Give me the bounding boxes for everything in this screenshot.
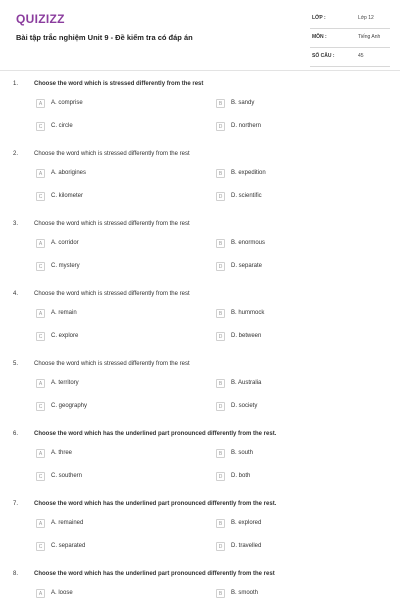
option-letter-box[interactable]: A: [36, 379, 45, 388]
option-label: C. explore: [51, 333, 79, 339]
meta-label: MÔN :: [312, 34, 327, 40]
option-letter-box[interactable]: C: [36, 192, 45, 201]
meta-label: SỐ CÂU :: [312, 53, 335, 59]
worksheet-header: [0, 0, 400, 70]
question-prompt: Choose the word which has the underlined part pronounced differently from the rest.: [34, 501, 277, 507]
option-label: C. circle: [51, 123, 73, 129]
option-label: B. south: [231, 450, 254, 456]
option-label: A. remained: [51, 520, 84, 526]
option-letter-box[interactable]: A: [36, 169, 45, 178]
option-label: B. sandy: [231, 100, 255, 106]
option-letter-box[interactable]: B: [216, 449, 225, 458]
meta-label: LỚP :: [312, 15, 326, 21]
question-item: [0, 569, 400, 600]
option-label: D. between: [231, 333, 262, 339]
question-prompt: Choose the word which has the underlined part pronounced differently from the rest: [34, 571, 275, 577]
meta-row-subject: [310, 29, 390, 48]
question-prompt: Choose the word which is stressed differently from the rest: [34, 81, 204, 87]
option-label: B. expedition: [231, 170, 266, 176]
option-letter-box[interactable]: C: [36, 332, 45, 341]
option-label: B. smooth: [231, 590, 259, 596]
option-label: A. comprise: [51, 100, 83, 106]
question-number: 4.: [13, 291, 19, 297]
option-letter-box[interactable]: D: [216, 262, 225, 271]
option-letter-box[interactable]: A: [36, 449, 45, 458]
question-prompt: Choose the word which has the underlined part pronounced differently from the rest.: [34, 431, 277, 437]
option-label: A. remain: [51, 310, 77, 316]
option-letter-box[interactable]: D: [216, 122, 225, 131]
option-letter-box[interactable]: D: [216, 192, 225, 201]
option-label: A. territory: [51, 380, 79, 386]
option-label: D. northern: [231, 123, 262, 129]
option-letter-box[interactable]: A: [36, 519, 45, 528]
question-item: [0, 79, 400, 149]
question-item: [0, 499, 400, 569]
option-letter-box[interactable]: D: [216, 542, 225, 551]
meta-value: 45: [358, 53, 364, 59]
worksheet-title: Bài tập trắc nghiệm Unit 9 - Đề kiểm tra có đáp án: [16, 33, 193, 42]
option-letter-box[interactable]: B: [216, 589, 225, 598]
option-letter-box[interactable]: C: [36, 122, 45, 131]
option-letter-box[interactable]: D: [216, 332, 225, 341]
question-prompt: Choose the word which is stressed differently from the rest: [34, 361, 190, 367]
question-number: 8.: [13, 571, 19, 577]
question-list: [0, 79, 400, 600]
option-label: B. enormous: [231, 240, 266, 246]
option-label: C. kilometer: [51, 193, 84, 199]
option-label: D. travelled: [231, 543, 262, 549]
option-letter-box[interactable]: A: [36, 239, 45, 248]
option-label: B. hummock: [231, 310, 265, 316]
question-number: 3.: [13, 221, 19, 227]
meta-value: Tiếng Anh: [358, 34, 381, 40]
option-label: B. Australia: [231, 380, 262, 386]
question-prompt: Choose the word which is stressed differently from the rest: [34, 291, 190, 297]
header-divider: [0, 70, 400, 71]
option-letter-box[interactable]: C: [36, 472, 45, 481]
option-letter-box[interactable]: C: [36, 262, 45, 271]
option-letter-box[interactable]: C: [36, 402, 45, 411]
option-label: C. southern: [51, 473, 83, 479]
option-label: C. mystery: [51, 263, 80, 269]
question-number: 6.: [13, 431, 19, 437]
option-letter-box[interactable]: B: [216, 169, 225, 178]
option-letter-box[interactable]: D: [216, 402, 225, 411]
question-number: 7.: [13, 501, 19, 507]
option-letter-box[interactable]: A: [36, 99, 45, 108]
option-letter-box[interactable]: B: [216, 379, 225, 388]
option-letter-box[interactable]: B: [216, 99, 225, 108]
option-label: D. society: [231, 403, 258, 409]
meta-row-question-count: [310, 48, 390, 67]
option-label: A. three: [51, 450, 73, 456]
option-label: D. scientific: [231, 193, 262, 199]
question-item: [0, 219, 400, 289]
question-prompt: Choose the word which is stressed differently from the rest: [34, 221, 190, 227]
option-label: A. corridor: [51, 240, 79, 246]
option-label: C. separated: [51, 543, 86, 549]
option-label: A. loose: [51, 590, 73, 596]
option-label: D. both: [231, 473, 251, 479]
question-number: 2.: [13, 151, 19, 157]
option-label: C. geography: [51, 403, 88, 409]
option-letter-box[interactable]: C: [36, 542, 45, 551]
option-letter-box[interactable]: A: [36, 309, 45, 318]
question-prompt: Choose the word which is stressed differently from the rest: [34, 151, 190, 157]
option-label: A. aborigines: [51, 170, 87, 176]
quizizz-logo: QUIZIZZ: [16, 12, 65, 26]
meta-row-class: [310, 10, 390, 29]
question-item: [0, 359, 400, 429]
option-letter-box[interactable]: A: [36, 589, 45, 598]
meta-value: Lớp 12: [358, 15, 374, 21]
option-letter-box[interactable]: B: [216, 239, 225, 248]
question-item: [0, 289, 400, 359]
question-number: 1.: [13, 81, 19, 87]
question-item: [0, 429, 400, 499]
option-letter-box[interactable]: D: [216, 472, 225, 481]
question-item: [0, 149, 400, 219]
option-letter-box[interactable]: B: [216, 519, 225, 528]
option-label: D. separate: [231, 263, 263, 269]
option-letter-box[interactable]: B: [216, 309, 225, 318]
worksheet-meta: [310, 10, 390, 67]
option-label: B. explored: [231, 520, 262, 526]
question-number: 5.: [13, 361, 19, 367]
